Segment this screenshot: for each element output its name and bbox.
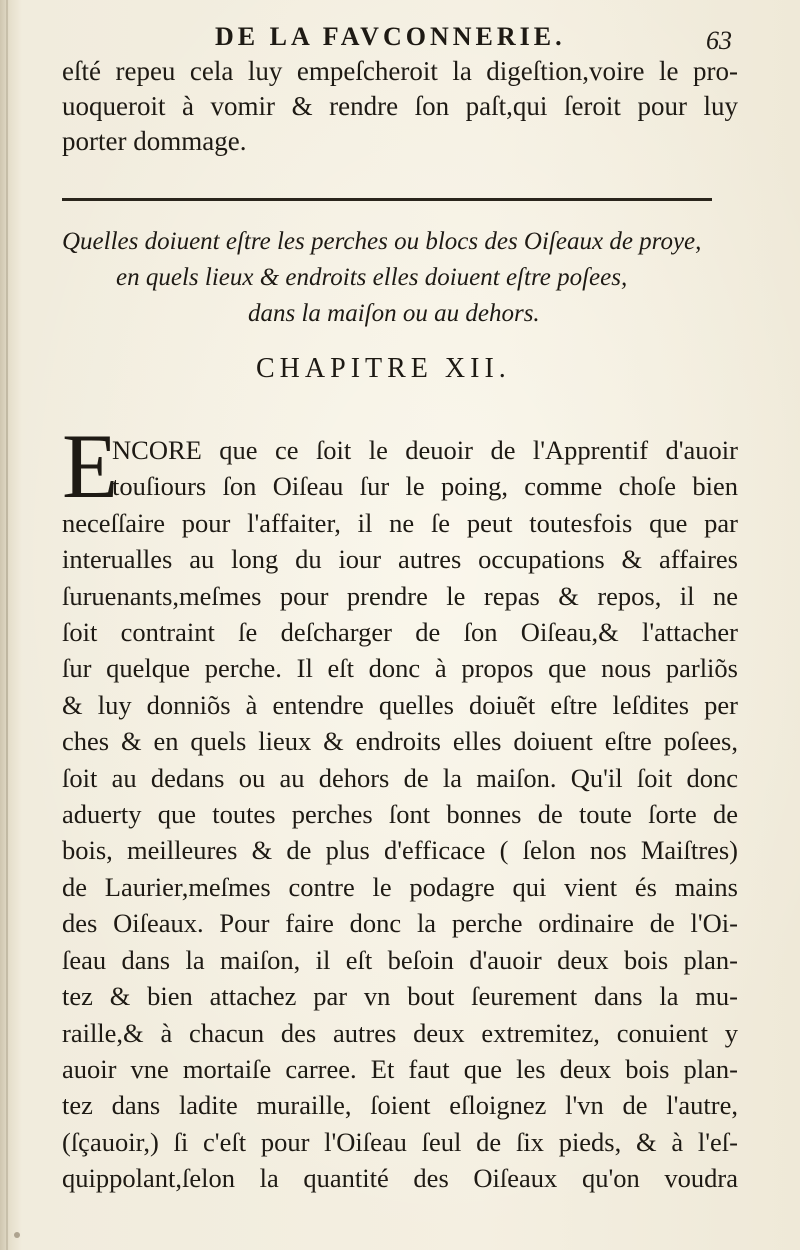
text-line: interualles au long du iour autres occupations & affaires: [62, 544, 738, 575]
text-line: ches & en quels lieux & endroits elles doiuent eſtre poſees,: [62, 726, 738, 757]
drop-cap: E: [62, 415, 119, 517]
text-line: (ſçauoir,) ſi c'eſt pour l'Oiſeau ſeul de ſix pieds, & à l'eſ-: [62, 1126, 738, 1157]
text-line: ſoit au dedans ou au dehors de la maiſon. Qu'il ſoit donc: [62, 762, 738, 793]
chapter-title: [62, 224, 738, 332]
text-line: NCORE que ce ſoit le deuoir de l'Apprentif d'auoir: [112, 435, 738, 465]
ink-speck: [14, 1232, 20, 1238]
top-paragraph: [62, 54, 738, 160]
text-line: porter dommage.: [62, 126, 247, 157]
chapter-title-line: Quelles doiuent eſtre les perches ou blocs des Oiſeaux de proye,: [62, 228, 702, 255]
text-line: quippolant,ſelon la quantité des Oiſeaux qu'on voudra: [62, 1163, 738, 1194]
section-rule: [62, 198, 712, 201]
text-line: & luy donniõs à entendre quelles doiuẽt eſtre leſdites per: [62, 689, 738, 720]
text-line: des Oiſeaux. Pour faire donc la perche ordinaire de l'Oi-: [62, 908, 738, 939]
text-line: de Laurier,meſmes contre le podagre qui vient és mains: [62, 871, 738, 902]
text-line: auoir vne mortaiſe carree. Et faut que les deux bois plan-: [62, 1053, 738, 1084]
text-line: ſeau dans la maiſon, il eſt beſoin d'auoir deux bois plan-: [62, 944, 738, 975]
text-line: aduerty que toutes perches ſont bonnes de toute ſorte de: [62, 799, 738, 830]
text-line: ſuruenants,meſmes pour prendre le repas & repos, il ne: [62, 580, 738, 611]
text-line: neceſſaire pour l'affaiter, il ne ſe peut toutesfois que par: [62, 507, 738, 538]
text-line: eſté repeu cela luy empeſcheroit la digeſtion,voire le pro-: [62, 56, 738, 86]
text-line: ſoit contraint ſe deſcharger de ſon Oiſeau,& l'attacher: [62, 617, 738, 648]
text-line: tez & bien attachez par vn bout ſeurement dans la mu-: [62, 981, 738, 1012]
text-line: ſur quelque perche. Il eſt donc à propos que nous parliõs: [62, 653, 738, 684]
body-paragraph: [62, 432, 738, 1197]
page-gutter: [6, 0, 8, 1250]
running-head: DE LA FAVCONNERIE.: [215, 22, 566, 51]
text-line: tez dans ladite muraille, ſoient eſloignez l'vn de l'autre,: [62, 1090, 738, 1121]
text-line: uoqueroit à vomir & rendre ſon paſt,qui ſeroit pour luy: [62, 91, 738, 122]
text-line: raille,& à chacun des autres deux extremitez, conuient y: [62, 1017, 738, 1048]
text-line: touſiours ſon Oiſeau ſur le poing, comme choſe bien: [112, 471, 738, 502]
page-number: 63: [706, 26, 732, 55]
chapter-number: CHAPITRE XII.: [256, 353, 511, 384]
chapter-title-line: dans la maiſon ou au dehors.: [248, 300, 540, 327]
chapter-title-line: en quels lieux & endroits elles doiuent eſtre poſees,: [116, 264, 628, 291]
text-line: bois, meilleures & de plus d'efficace ( ſelon nos Maiſtres): [62, 835, 738, 866]
